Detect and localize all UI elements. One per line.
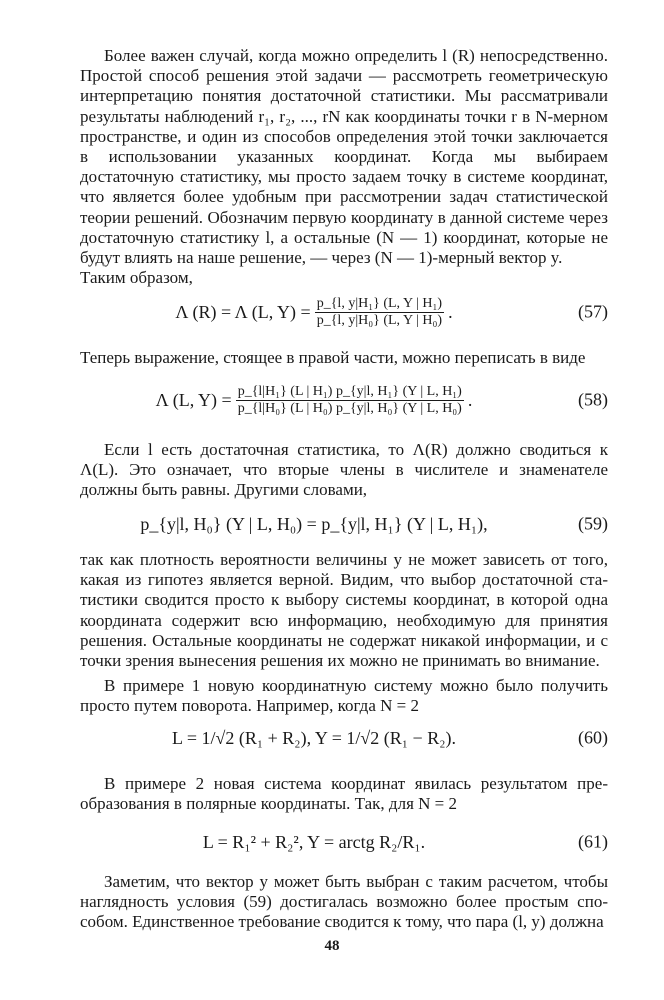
equation-57-label: (57) (578, 301, 608, 322)
page-number: 48 (324, 938, 340, 954)
equation-61: L = R₁² + R₂², Y = arctg R₂/R₁. (61) (202, 831, 608, 852)
equation-60: L = 1/√2 (R₁ + R₂), Y = 1/√2 (R₁ − R₂). (60) (172, 727, 608, 748)
paragraph-5: так как плотность вероятности величины y не может зависеть от того, какая из гипотез является верной. Видим, что выбор достаточной статистики сводится просто к выбору системы координат, в которой одна координата содержит всю информацию, необходимую для принятия решения. Остальные координаты не содержат никакой информации, и с точки зрения вынесения решения их можно не принимать во внимание. (80, 550, 608, 671)
paragraph-2: Таким образом, (80, 268, 193, 287)
equation-60-label: (60) (578, 727, 608, 748)
equation-61-label: (61) (578, 831, 608, 852)
paragraph-7: В примере 2 новая система координат явилась результатом преобразования в полярные координаты. Так, для N = 2 (80, 774, 608, 814)
equation-57: Λ (R) = Λ (L, Y) = $\frac{\text{p\_\{l, y|H₁\} (L, Y | H₁)}}{\text{p\_\{l, y|H₀\} (L, Y | H₀)}}$ . (57) (175, 295, 608, 328)
paragraph-4: Если l есть достаточная статистика, то Λ(R) должно сводиться к Λ(L). Это означает, что вторые члены в числителе и знаменателе должны быть равны. Другими словами, (80, 440, 608, 500)
paragraph-3: Теперь выражение, стоящее в правой части, можно переписать в виде (80, 348, 586, 367)
paragraph-8: Заметим, что вектор y может быть выбран с таким расчетом, чтобы наглядность условия (59) достигалась возможно более простым способом. Единственное требование сводится к тому, что пара (l, y) должна (80, 872, 608, 932)
paragraph-6: В примере 1 новую координатную систему можно было получить просто путем поворота. Например, когда N = 2 (80, 676, 608, 716)
equation-58: Λ (L, Y) = $\frac{\text{p\_\{l|H₁\} (L | H₁) p\_\{y|l, H₁\} (Y | L, H₁)}}{\text{p\_\{l|H₀\} (L | H₀) p\_\{y|l, H₀\} (Y | L, H₀)}}$ . (58) (155, 383, 608, 416)
equation-59-label: (59) (578, 513, 608, 534)
equation-59: p_{y|l, H₀} (Y | L, H₀) = p_{y|l, H₁} (Y | L, H₁), (59) (140, 513, 608, 534)
equation-58-label: (58) (578, 389, 608, 410)
paragraph-1: Более важен случай, когда можно определить l (R) непосредственно. Простой способ решения этой задачи — рассмотреть геометрическую интерпретацию понятия достаточной статистики. Мы рассматривали результаты наблюдений r₁, r₂, ..., rN как координаты точки r в N-мерном пространстве, и один из способов определения этой точки заключается в использовании указанных координат. Когда мы выбираем достаточную статистику, мы просто задаем точку в системе координат, что является более удобным при рассмотрении задач статистической теории решений. Обозначим первую координату в данной системе через достаточную статистику l, а остальные (N — 1) координат, которые не будут влиять на наше решение, — через (N — 1)-мерный вектор y. (80, 46, 608, 268)
